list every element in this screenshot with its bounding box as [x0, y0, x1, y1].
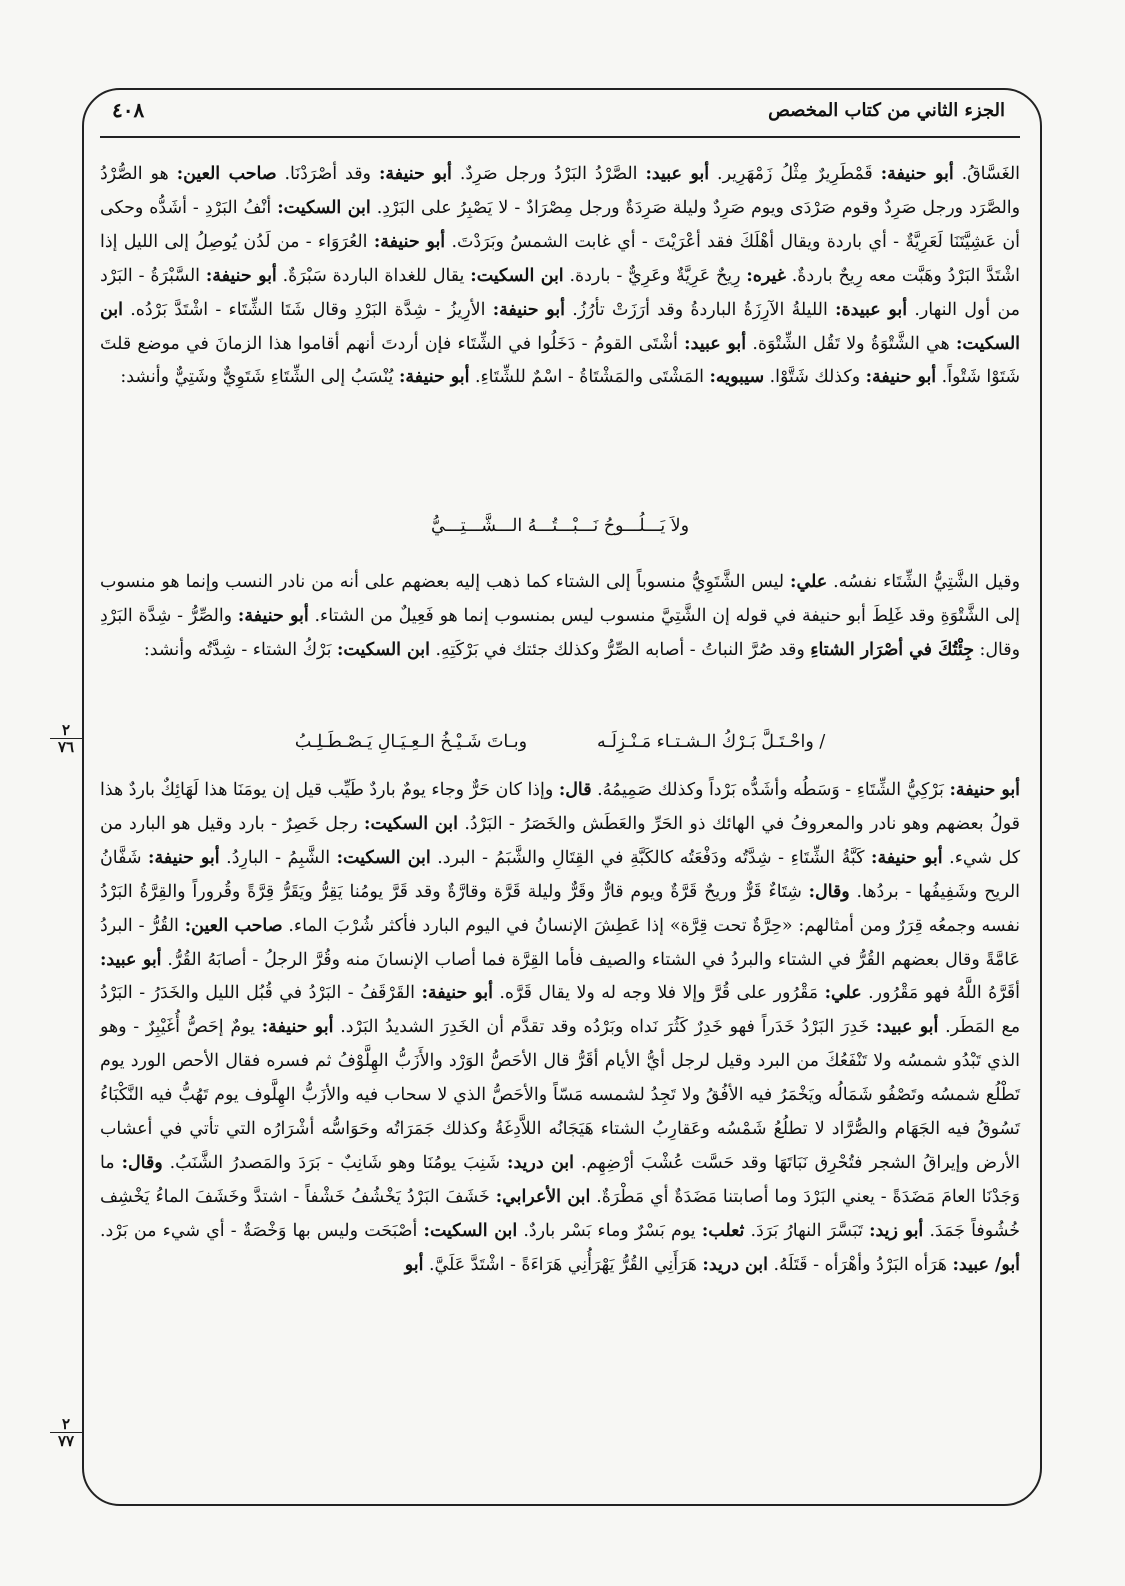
speaker-name: علي:: [824, 983, 862, 1004]
text-segment: هَرَأَنِي القُرُّ يَهْرَأُنِي هَرَاءَةً - اشْتَدَّ عَلَيَّ.: [423, 1254, 703, 1275]
speaker-name: أبو حنيفة:: [373, 231, 446, 252]
speaker-name: وقال:: [121, 1152, 163, 1173]
text-segment: شِتَاءٌ قَرٌّ وريحٌ قَرَّةٌ ويوم قارٌّ وقَرٌّ وليلة قَرَّة وقارَّةٌ وقد قَرَّ يومُنا يَقِرُّ ويَقَرُّ قِرَّةً وقُروراً والقِرَّةُ البَرْدُ نفسه وجمعُه قِرَرٌ ومن أمثالهم: «حِرَّةٌ تحت قِرَّة» إذا عَطِشَ الإنسانُ في اليوم البارد فأكثر شُرْبَ الماء.: [100, 881, 1020, 936]
text-segment: كَبَّةُ الشِّتَاءِ - شِدَّتُه ودَفْعَتُه كالكَبَّةِ في القِتَالِ والشَّبَمُ - البرد.: [430, 847, 872, 868]
text-segment: العُرَوَاء - من لَدُن يُوصِلُ إلى الليل إذا اشْتَدَّ البَرْدُ وهَبَّت معه رِيحٌ باردةٌ.: [100, 231, 1021, 286]
text-segment: خَدِرَ البَرْدُ خَدَراً فهو خَدِرٌ كَثُرَ نَداه وبَرْدُه وقد تقدَّم أن الخَدِرَ الشديدُ البَرْد.: [333, 1017, 876, 1038]
speaker-name: ابن السكيت:: [277, 197, 371, 218]
speaker-name: ابن الأعرابي:: [495, 1186, 591, 1207]
speaker-name: أبو عبيد:: [100, 949, 162, 970]
text-segment: السَّبْرَةُ - البَرْد من أول النهار.: [100, 265, 1020, 320]
text-segment: هَرَأه البَرْدُ وأهْرَأه - قَتَلَهُ.: [767, 1254, 953, 1275]
text-segment: تَبَسَّرَ النهارُ بَرَدَ.: [744, 1220, 870, 1241]
margin-ref-2-numerator: ٢: [50, 1416, 82, 1433]
running-header-title: الجزء الثاني من كتاب المخصص: [768, 100, 1005, 121]
text-segment: القَرْقَفُ - البَرْدُ في قُبُل الليل والخَدَرُ - البَرْدُ مع المَطَر.: [100, 983, 1021, 1038]
speaker-name: أبو عبيد:: [645, 164, 710, 184]
speaker-name: جِئْتُكَ في أصْرَار الشتاءِ: [810, 639, 974, 660]
text-segment: أقَرَّهُ اللَّهُ فهو مَقْرُور.: [861, 983, 1020, 1004]
verse-2-first-hemistich: / واحْـتَـلَّ بَـرْكُ الـشـتـاء مَـنْـزِلَـه: [597, 732, 826, 752]
text-segment: والصِّرُّ - شِدَّة البَرْدِ وقال:: [100, 605, 1020, 660]
margin-reference-2: [50, 1416, 82, 1449]
page-number: ٤٠٨: [112, 98, 145, 122]
margin-ref-1-denominator: ٧٦: [57, 738, 75, 756]
text-segment: أنْفُ البَرْدِ - أشَدُّه وحكى أن عَشِيَّتَنَا لَعَرِيَّةٌ - أي باردة ويقال أهْلَكَ فقد أعْرَيْتَ - أي غابت الشمسُ وبَرَدْتَ.: [100, 197, 1021, 252]
speaker-name: ابن دريد:: [507, 1152, 574, 1173]
speaker-name: ابن السكيت:: [423, 1220, 518, 1241]
speaker-name: ثعلب:: [701, 1220, 745, 1241]
margin-reference-1: [50, 722, 82, 755]
text-segment: رجل خَصِرٌ - بارد وقيل هو البارد من كل شيء.: [100, 813, 1020, 868]
speaker-name: ابن السكيت:: [470, 265, 564, 286]
text-segment: المَشْتَى والمَشْتَاةُ - اسْمٌ للشِّتَاءِ.: [469, 367, 710, 388]
speaker-name: ابن السكيت:: [364, 813, 458, 834]
verse-2-second-hemistich: وبـاتَ شَـيْـخُ الـعِـيَـالِ يَـصْـطَـلِـبُ: [294, 732, 528, 752]
text-segment: يوم بَسْرٌ وماء بَسْر باردٌ.: [517, 1220, 702, 1241]
text-segment: يومٌ إحَصُّ أُغَيْبِرٌ - وهو الذي تَبْدُو شمسُه ولا تَنْفَعُكَ من البرد وقيل لرجل أيُّ الأيام أقَرُّ قال الأحَصُّ الوَرْد والأَزَبُّ الهِلَّوْفُ ثم فسره فقال الأحص الورد يوم تَطْلُع شمسُه وتَصْفُو شَمَالُه ويَخْمَرُ فيه الأفُقُ ولا تَجِدُ لشمسه مَسّاً والأحَصُّ الذي لا سحاب فيه والأزَبُّ الهِلَّوف يوم تَهُبُّ فيه النَّكْبَاءُ تَسُوقُ فيه الجَهَام والصُّرَّاد لا تطلُعُ شَمْسُه وعَقارِبُ الشتاء هَيَجَانُه اللاَّدِغَةُ وكذلك جَمَرَاتُه وحَوَاسُّه أشْرَارُه التي تأتي في أعشاب الأرض وإيراقُ الشجر فتُحْرِق نَبَاتَهَا وقد حَسَّت عُشْبَ أرْضِهِم.: [100, 1017, 1021, 1173]
speaker-name: صاحب العين:: [184, 915, 283, 936]
speaker-name: أبو حنيفة:: [421, 983, 493, 1004]
speaker-name: ابن السكيت:: [336, 847, 431, 868]
text-segment: رِيحٌ عَرِيَّةٌ وعَرِيٌّ - باردة.: [563, 265, 747, 286]
text-segment: ليس الشَّتَوِيُّ منسوباً إلى الشتاء كما ذهب إليه بعضهم على أنه من نادر النسب وإنما هو منسوب إلى الشَّتْوَةِ وقد غَلِطَ أبو حنيفة في قوله إن الشَّتِيَّ منسوب ليس بمنسوب إنما هو فَعِيلٌ من الشتاء.: [100, 572, 1020, 626]
speaker-name: أبو حنيفة:: [148, 847, 220, 868]
text-segment: شَنِبَ يومُنَا وهو شَانِبٌ - بَرَدَ والمَصدرُ الشَّنَبُ.: [162, 1152, 508, 1173]
speaker-name: سيبويه:: [709, 367, 765, 388]
text-segment: بَرْكُ الشتاء - شِدَّتُه وأنشد:: [143, 639, 337, 660]
text-segment: هي الشَّتْوَةُ ولا تَقُل الشِّتْوَة.: [746, 333, 956, 354]
paragraph-2: [100, 566, 1020, 668]
text-segment: الصَّرْدُ البَرْدُ ورجل صَرِدٌ.: [451, 164, 646, 184]
speaker-name: ابن السكيت:: [336, 639, 430, 660]
speaker-name: غيره:: [746, 265, 786, 286]
speaker-name: ابن دريد:: [702, 1254, 768, 1275]
speaker-name: أبو عبيد:: [876, 1017, 939, 1038]
text-segment: مَقْرُور على قُرَّ وإلا فلا وجه له ولا يقال قَرَّه.: [492, 983, 825, 1004]
text-segment: خَشَفَ البَرْدُ يَخْشُفُ خَشْفاً - اشتدَّ وخَشَفَ الماءُ يَخْشِف خُشُوفاً جَمَدَ.: [100, 1186, 1020, 1241]
speaker-name: أبو: [404, 1254, 424, 1275]
speaker-name: أبو حنيفة:: [880, 164, 954, 184]
speaker-name: أبو حنيفة:: [205, 265, 277, 286]
text-segment: يقال للغداة الباردة سَبْرَةٌ.: [276, 265, 471, 286]
verse-line-1: ولاَ يَـــلُـــوحُ نَـــبْـــتُـــهُ الـــشَّـــتِـــيُّ: [430, 516, 690, 536]
text-segment: بَرْكِيُّ الشِّتَاءِ - وَسَطُه وأشَدُّه بَرْداً وكذلك صَمِيمُهُ.: [591, 780, 950, 800]
paragraph-1: [100, 158, 1020, 395]
speaker-name: أبو عبيد:: [684, 333, 747, 354]
speaker-name: أبو حنيفة:: [237, 605, 309, 626]
text-segment: هو الصُّرْدُ والصَّرَد ورجل صَرِدٌ وقوم صَرْدَى ويوم صَرِدٌ وليلة صَرِدَةٌ ورجل مِصْرَادٌ - لا يَصْبِرُ على البَرْدِ.: [100, 164, 1020, 218]
speaker-name: أبو حنيفة:: [871, 847, 943, 868]
speaker-name: أبو حنيفة:: [865, 367, 937, 388]
margin-ref-2-denominator: ٧٧: [57, 1432, 75, 1450]
margin-ref-1-numerator: ٢: [50, 722, 82, 739]
text-segment: الأرِيزُ - شِدَّة البَرْدِ وقال شَتَا الشِّتَاء - اشْتَدَّ بَرْدُه.: [122, 299, 493, 320]
text-segment: وقيل الشَّتِيُّ الشِّتَاء نفسُه.: [827, 572, 1020, 592]
verse-line-2: [100, 732, 1020, 752]
speaker-name: أبو حنيفة:: [378, 164, 452, 184]
paragraph-3: [100, 774, 1020, 1283]
text-segment: الليلةُ الآرِزَةُ الباردةُ وقد أرَزَتْ تأرُزُ.: [564, 299, 836, 320]
text-segment: شَفَّانُ الريح وشَفِيفُها - بردُها.: [100, 847, 1020, 902]
text-segment: وقد أصْرَدْنَا.: [276, 164, 379, 184]
text-segment: يُنْسَبُ إلى الشِّتَاءِ شَتَوِيٌّ وشَتِيٌّ وأنشد:: [120, 367, 399, 388]
speaker-name: وقال:: [808, 881, 850, 902]
speaker-name: صاحب العين:: [176, 164, 277, 184]
speaker-name: أبو زيد:: [869, 1220, 924, 1241]
speaker-name: أبو حنيفة:: [261, 1017, 334, 1038]
text-segment: أشْتَى القومُ - دَخَلُوا في الشِّتَاء فإن أردتَ أنهم أقاموا هذا الزمانَ في موضع قلتَ شَتَوْا شَتْواً.: [100, 333, 1020, 388]
text-segment: الغَسَّاقُ.: [953, 164, 1021, 184]
speaker-name: أبو حنيفة:: [398, 367, 470, 388]
text-segment: أصْبَحَت وليس بها وَخْصَةٌ - أي شيء من بَرْد.: [100, 1220, 424, 1241]
speaker-name: أبو/ عبيد:: [952, 1254, 1020, 1275]
speaker-name: أبو حنيفة:: [949, 780, 1021, 800]
speaker-name: أبو حنيفة:: [492, 299, 565, 320]
text-segment: وقد صُرَّ النباتُ - أصابه الصِّرُّ وكذلك جئتك في بَرْكَتِهِ.: [429, 639, 811, 660]
text-segment: القُرُّ - البردُ عَامَّةً وقال بعضهم القُرُّ في الشتاء والبردُ في الشتاء والصيف فأما القِرَّة فما أصاب الإنسانَ منه وقُرَّ الرجلُ - أصابَهُ القُرُّ.: [100, 915, 1020, 970]
text-segment: الشَّبِمُ - البارِدُ.: [219, 847, 337, 868]
text-segment: قَمْطَرِيرٌ مِثْلُ زَمْهَرِير.: [709, 164, 881, 184]
speaker-name: ابن السكيت:: [100, 299, 1020, 354]
speaker-name: أبو عبيدة:: [835, 299, 908, 320]
text-segment: ما وَجَدْنَا العامَ مَضَدَةً - يعني البَرْدَ وما أصابتنا مَضَدَةٌ أي مَطْرَةٌ.: [100, 1152, 1020, 1207]
header-rule: [100, 136, 1020, 138]
text-segment: وكذلك شَتَّوْا.: [764, 367, 866, 388]
text-segment: وإذا كان حَرٌّ وجاء يومٌ باردٌ طَيِّب قيل إن يومَنَا هذا لَهَائِكٌ باردٌ هذا قولُ بعضهم وهو نادر والمعروفُ في الهائك ذو الحَرِّ والعَطَش والخَصَرُ - البَرْدُ.: [100, 780, 1020, 834]
speaker-name: قال:: [558, 780, 592, 800]
speaker-name: علي:: [790, 572, 828, 592]
